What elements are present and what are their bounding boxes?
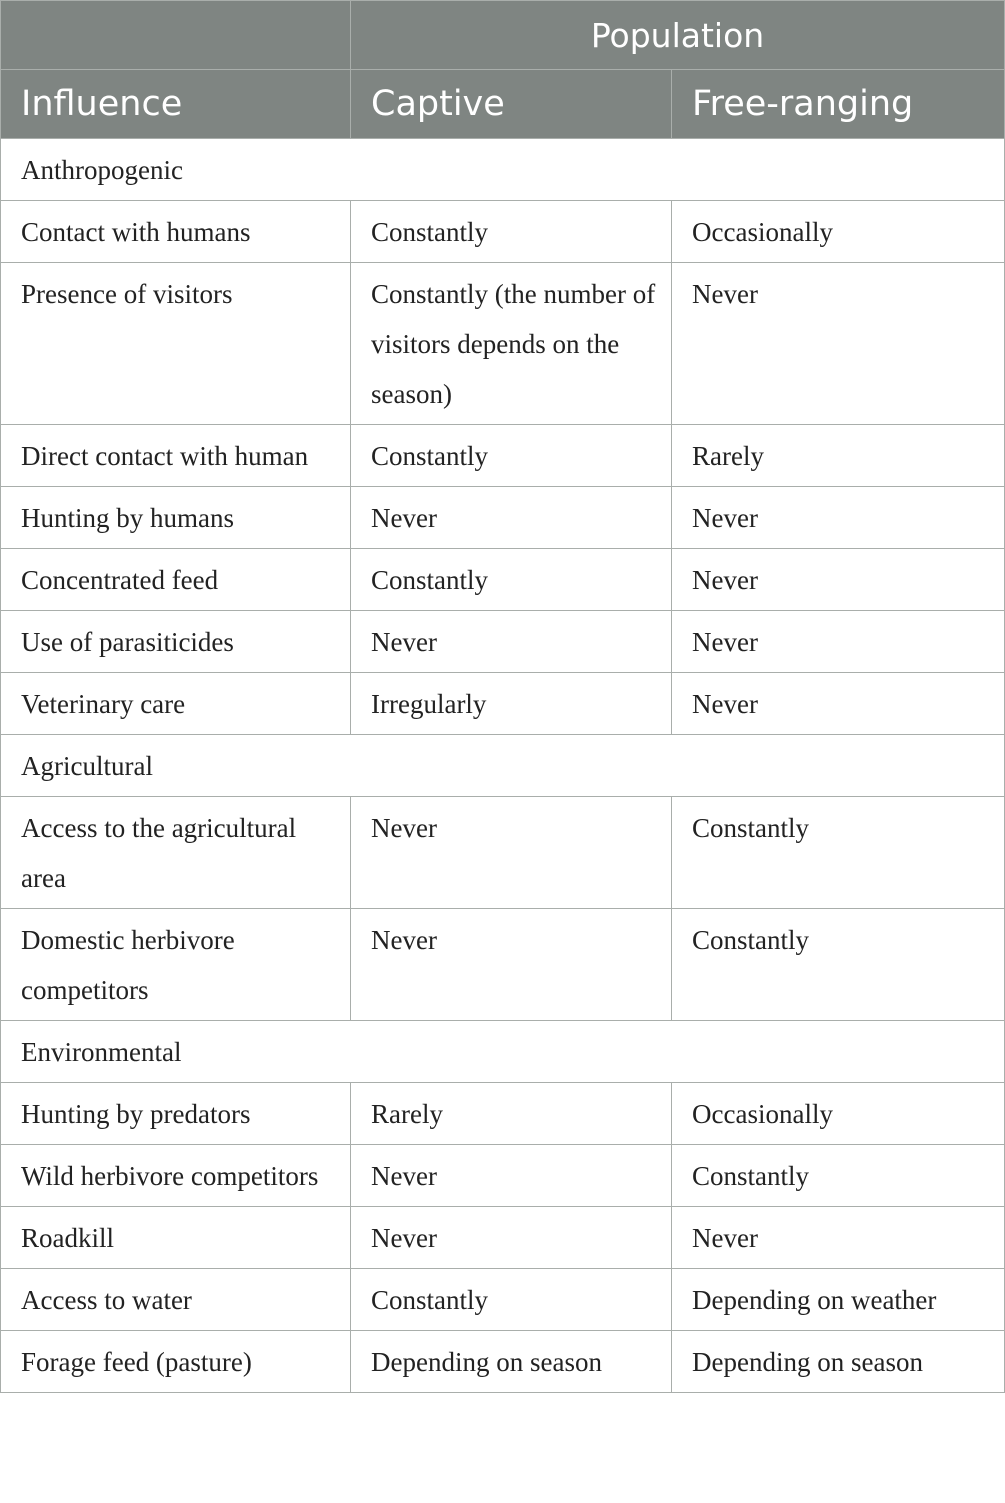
influence-header: Influence [1,70,351,139]
free-ranging-cell: Never [672,487,1005,549]
captive-cell: Never [351,1145,672,1207]
table-row [1,1207,1005,1269]
captive-cell: Never [351,611,672,673]
free-ranging-cell: Never [672,673,1005,735]
population-header: Population [351,1,1005,70]
free-ranging-cell: Never [672,549,1005,611]
free-ranging-cell: Never [672,1207,1005,1269]
free-ranging-cell: Constantly [672,797,1005,909]
table-row [1,611,1005,673]
header-row-columns [1,70,1005,139]
header-empty-cell [1,1,351,70]
captive-cell: Irregularly [351,673,672,735]
influence-cell: Concentrated feed [1,549,351,611]
captive-header: Captive [351,70,672,139]
free-ranging-cell: Constantly [672,909,1005,1021]
table-row [1,549,1005,611]
captive-cell: Constantly [351,425,672,487]
captive-cell: Never [351,909,672,1021]
influence-cell: Use of parasiticides [1,611,351,673]
table-row [1,1331,1005,1393]
free-ranging-cell: Occasionally [672,1083,1005,1145]
section-title: Agricultural [1,735,1005,797]
captive-cell: Constantly (the number of visitors depends on the season) [351,263,672,425]
free-ranging-cell: Depending on weather [672,1269,1005,1331]
influence-cell: Domestic herbivore competitors [1,909,351,1021]
influence-cell: Presence of visitors [1,263,351,425]
free-ranging-cell: Rarely [672,425,1005,487]
influence-cell: Veterinary care [1,673,351,735]
captive-cell: Never [351,487,672,549]
captive-cell: Never [351,1207,672,1269]
captive-cell: Depending on season [351,1331,672,1393]
free-ranging-header: Free-ranging [672,70,1005,139]
free-ranging-cell: Never [672,611,1005,673]
table-row [1,1145,1005,1207]
influence-cell: Hunting by humans [1,487,351,549]
section-row [1,1021,1005,1083]
free-ranging-cell: Depending on season [672,1331,1005,1393]
section-title: Anthropogenic [1,139,1005,201]
free-ranging-cell: Occasionally [672,201,1005,263]
table-row [1,673,1005,735]
table-header [1,1,1005,139]
section-row [1,139,1005,201]
table-body [1,139,1005,1393]
section-row [1,735,1005,797]
influence-cell: Contact with humans [1,201,351,263]
influence-cell: Hunting by predators [1,1083,351,1145]
captive-cell: Constantly [351,201,672,263]
table-row [1,263,1005,425]
influence-cell: Direct contact with human [1,425,351,487]
table-row [1,487,1005,549]
table-row [1,909,1005,1021]
free-ranging-cell: Never [672,263,1005,425]
header-row-population [1,1,1005,70]
table-row [1,425,1005,487]
influence-cell: Access to water [1,1269,351,1331]
captive-cell: Constantly [351,549,672,611]
section-title: Environmental [1,1021,1005,1083]
table-row [1,1083,1005,1145]
table-row [1,1269,1005,1331]
captive-cell: Never [351,797,672,909]
table-row [1,201,1005,263]
free-ranging-cell: Constantly [672,1145,1005,1207]
captive-cell: Rarely [351,1083,672,1145]
influence-cell: Forage feed (pasture) [1,1331,351,1393]
captive-cell: Constantly [351,1269,672,1331]
table-row [1,797,1005,909]
influence-cell: Access to the agricultural area [1,797,351,909]
influence-cell: Wild herbivore competitors [1,1145,351,1207]
influence-cell: Roadkill [1,1207,351,1269]
